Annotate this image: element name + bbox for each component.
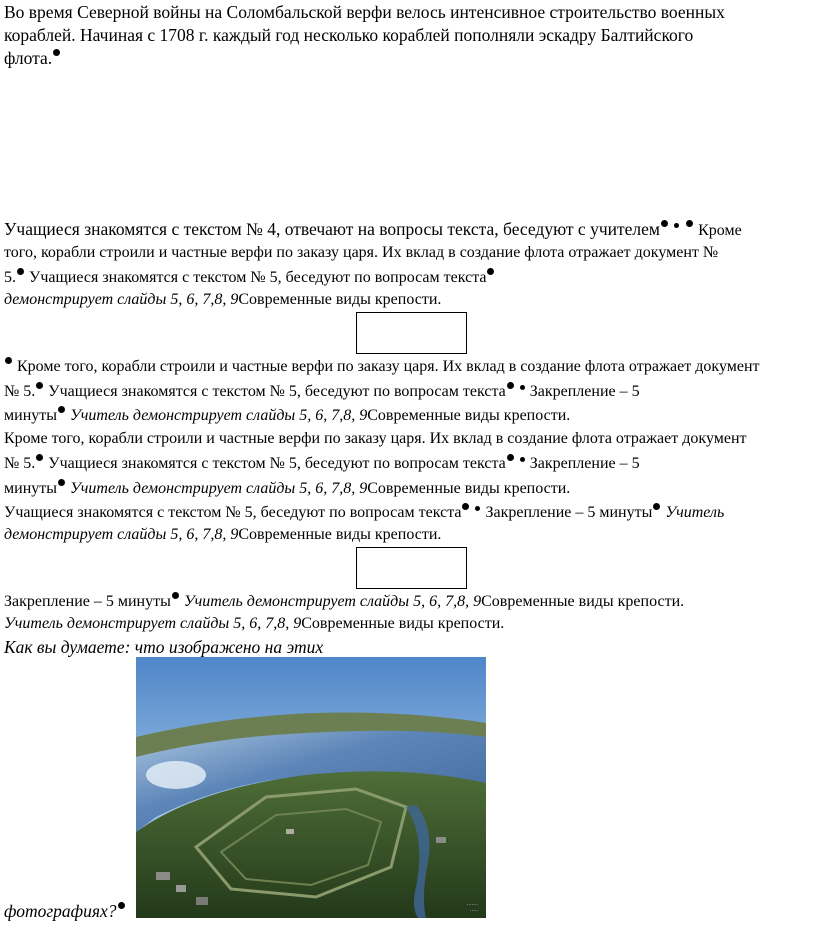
- question-line: Как вы думаете: что изображено на этих: [4, 637, 324, 657]
- text-line: того, корабли строили и частные верфи по заказу царя. Их вклад в создание флота отражает документ №: [4, 244, 719, 261]
- text-line: Учащиеся знакомятся с текстом № 4, отвечают на вопросы текста, беседуют с учителем Кроме: [4, 219, 742, 239]
- text-line: минуты Учитель демонстрирует слайды 5, 6, 7,8, 9Современные виды крепости.: [4, 480, 571, 498]
- text-line: Учитель демонстрирует слайды 5, 6, 7,8, 9Современные виды крепости.: [4, 615, 505, 632]
- text-line: демонстрирует слайды 5, 6, 7,8, 9Современные виды крепости.: [4, 526, 442, 543]
- aerial-fortress-photo: [136, 657, 486, 918]
- bullet-icon: [653, 503, 660, 510]
- bullet-icon: [58, 479, 65, 486]
- text-line: кораблей. Начиная с 1708 г. каждый год несколько кораблей пополняли эскадру Балтийского: [4, 25, 694, 45]
- question-line: фотографиях?: [4, 901, 126, 922]
- bullet-icon: [462, 503, 469, 510]
- text-line: Во время Северной войны на Соломбальской верфи велось интенсивное строительство военных: [4, 2, 725, 22]
- text-line: 5. Учащиеся знакомятся с текстом № 5, беседуют по вопросам текста: [4, 268, 495, 287]
- photo-credit: ······· ·····: [466, 902, 478, 914]
- bullet-icon: [674, 223, 679, 228]
- text-line: № 5. Учащиеся знакомятся с текстом № 5, беседуют по вопросам текста Закрепление – 5: [4, 455, 640, 473]
- bullet-icon: [507, 382, 514, 389]
- bullet-icon: [487, 268, 494, 275]
- bullet-icon: [53, 49, 60, 56]
- empty-image-placeholder: [356, 547, 467, 589]
- bullet-icon: [507, 454, 514, 461]
- bullet-icon: [661, 220, 668, 227]
- bullet-icon: [520, 385, 525, 390]
- bullet-icon: [118, 902, 125, 909]
- text-line: Кроме того, корабли строили и частные верфи по заказу царя. Их вклад в создание флота отражает документ: [4, 357, 760, 376]
- text-line: Учащиеся знакомятся с текстом № 5, беседуют по вопросам текста Закрепление – 5 минуты Учитель: [4, 504, 725, 522]
- bullet-icon: [36, 382, 43, 389]
- bullet-icon: [172, 592, 179, 599]
- text-line: Кроме того, корабли строили и частные верфи по заказу царя. Их вклад в создание флота отражает документ: [4, 430, 747, 447]
- bullet-icon: [17, 268, 24, 275]
- text-line: флота.: [4, 48, 61, 69]
- text-line: минуты Учитель демонстрирует слайды 5, 6, 7,8, 9Современные виды крепости.: [4, 407, 571, 425]
- bullet-icon: [686, 220, 693, 227]
- bullet-icon: [36, 454, 43, 461]
- bullet-icon: [520, 457, 525, 462]
- empty-image-placeholder: [356, 312, 467, 354]
- bullet-icon: [58, 406, 65, 413]
- text-line: № 5. Учащиеся знакомятся с текстом № 5, беседуют по вопросам текста Закрепление – 5: [4, 383, 640, 401]
- text-line: Закрепление – 5 минуты Учитель демонстрирует слайды 5, 6, 7,8, 9Современные виды крепости.: [4, 593, 685, 611]
- bullet-icon: [5, 357, 12, 364]
- bullet-icon: [475, 506, 480, 511]
- text-line: демонстрирует слайды 5, 6, 7,8, 9Современные виды крепости.: [4, 291, 442, 308]
